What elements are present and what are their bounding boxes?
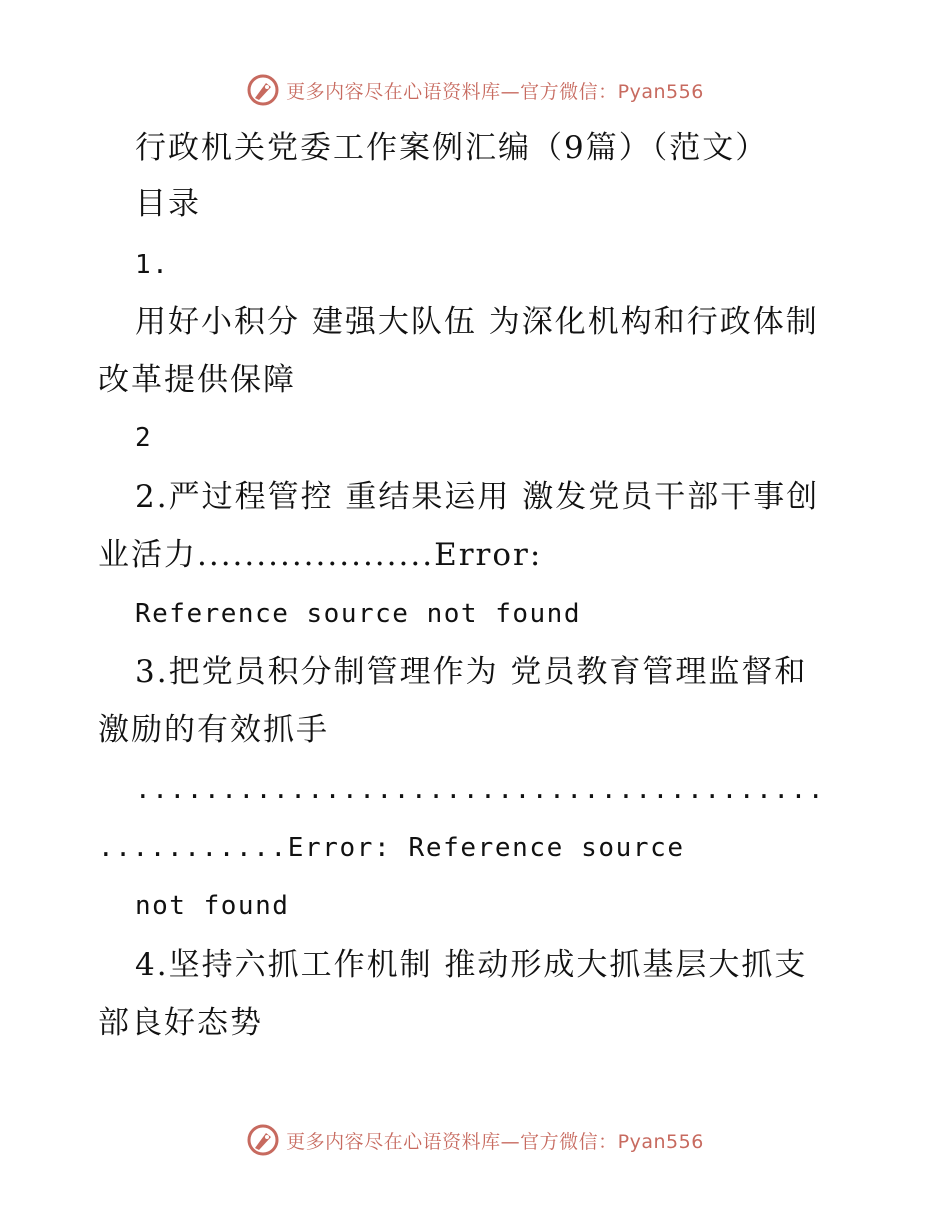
toc-entry-3-title-line1: 3.把党员积分制管理作为 党员教育管理监督和 — [135, 654, 808, 690]
pen-nib-circle-icon — [246, 1123, 280, 1157]
toc-entry-1-title-line2: 改革提供保障 — [98, 362, 296, 398]
toc-entry-2-title-line1: 2.严过程管控 重结果运用 激发党员干部干事创 — [135, 479, 820, 515]
toc-entry-1-title-line1: 用好小积分 建强大队伍 为深化机构和行政体制 — [135, 304, 819, 340]
toc-entry-3-title-line2: 激励的有效抓手 — [98, 712, 329, 748]
toc-entry-4-title-line1: 4.坚持六抓工作机制 推动形成大抓基层大抓支 — [135, 947, 808, 983]
toc-entry-3-leader-line3: not found — [135, 891, 290, 921]
footer-banner-text: 更多内容尽在心语资料库—官方微信：Pyan556 — [286, 1130, 704, 1153]
document-title: 行政机关党委工作案例汇编（9篇）（范文） — [135, 130, 769, 166]
toc-heading: 目录 — [135, 186, 201, 222]
toc-entry-4-title-line2: 部良好态势 — [98, 1005, 263, 1041]
toc-entry-1-page: 2 — [135, 423, 153, 453]
toc-entry-3-leader-line1: ........................................ — [135, 775, 826, 805]
footer-banner — [0, 1120, 950, 1160]
toc-entry-2-title-line2: 业活力....................Error: — [98, 537, 543, 573]
header-banner-text: 更多内容尽在心语资料库—官方微信：Pyan556 — [286, 80, 704, 103]
toc-entry-3-leader-line2: ...........Error: Reference source — [98, 833, 685, 863]
toc-entry-2-title-line3: Reference source not found — [135, 599, 581, 629]
toc-entry-1-number: 1. — [135, 250, 170, 280]
